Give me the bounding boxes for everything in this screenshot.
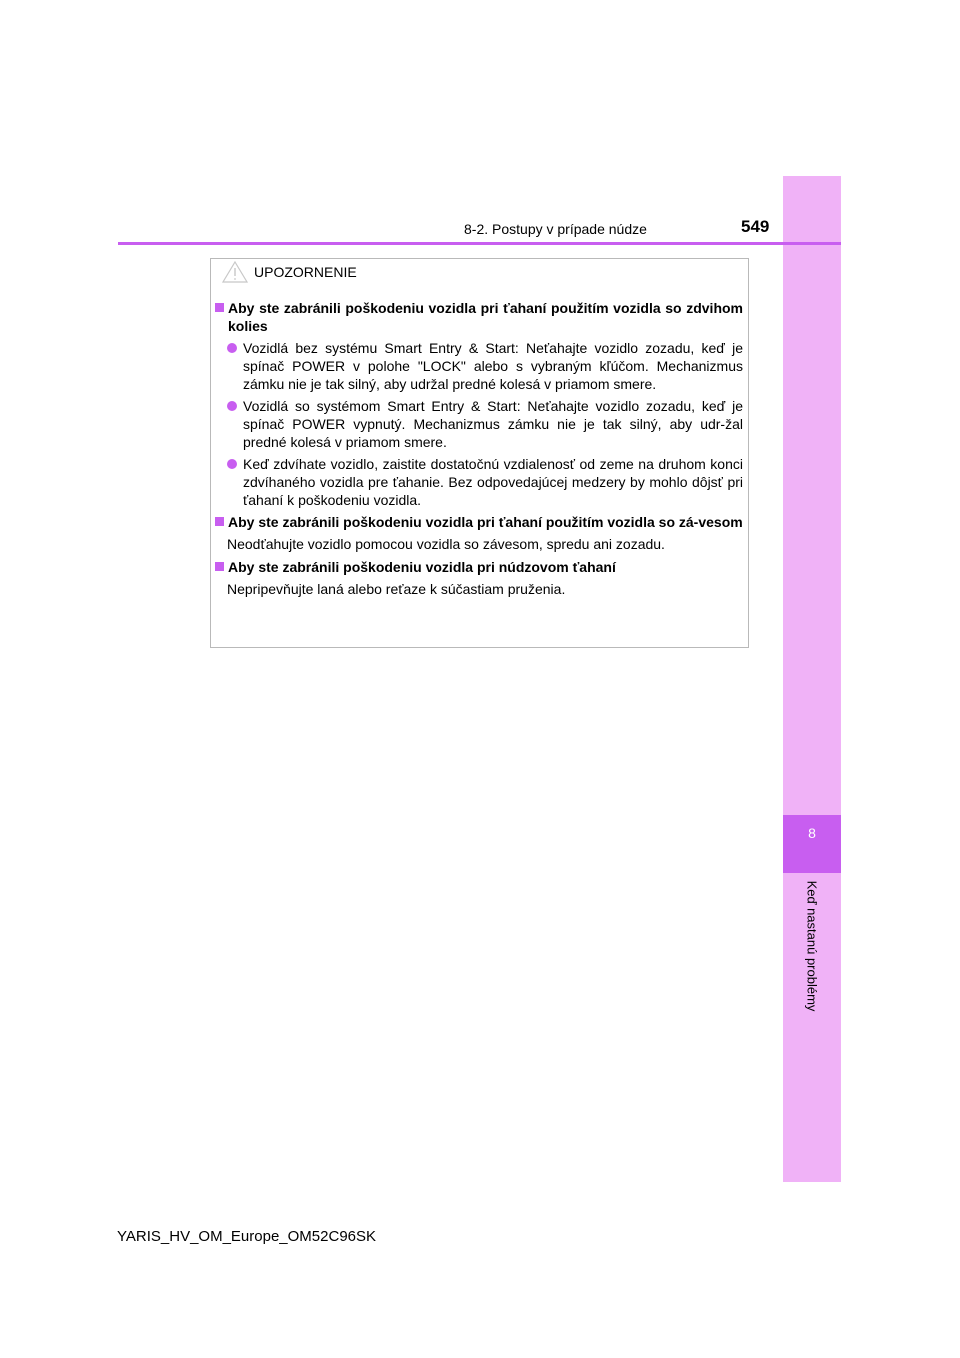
square-bullet-icon: [215, 517, 224, 526]
warning-heading: [215, 513, 743, 531]
warning-text: Aby ste zabránili poškodeniu vozidla pri núdzovom ťahaní: [228, 559, 616, 575]
warning-bullet: [215, 339, 743, 393]
warning-bullet: [215, 455, 743, 509]
warning-content: [215, 299, 743, 603]
warning-paragraph: [215, 580, 743, 598]
warning-header: [222, 258, 357, 286]
warning-paragraph: [215, 535, 743, 553]
circle-bullet-icon: [227, 401, 237, 411]
warning-text: Aby ste zabránili poškodeniu vozidla pri ťahaní použitím vozidla so zdvihom kolies: [228, 300, 743, 334]
square-bullet-icon: [215, 562, 224, 571]
warning-label: UPOZORNENIE: [254, 264, 357, 280]
section-title: 8-2. Postupy v prípade núdze: [464, 221, 647, 237]
warning-text: Keď zdvíhate vozidlo, zaistite dostatočnú vzdialenosť od zeme na druhom konci zdvíhaného vozidla pre ťahanie. Bez odpovedajúcej medzery by mohlo dôjsť pri ťahaní k poškodeniu vozidla.: [243, 456, 743, 508]
warning-text: Aby ste zabránili poškodeniu vozidla pri ťahaní použitím vozidla so zá-vesom: [228, 514, 743, 530]
warning-triangle-icon: [222, 261, 248, 283]
page-number: 549: [741, 217, 770, 236]
warning-bullet: [215, 397, 743, 451]
chapter-number-block: [783, 815, 841, 873]
warning-heading: [215, 299, 743, 335]
header-rule: [118, 242, 841, 245]
circle-bullet-icon: [227, 459, 237, 469]
chapter-side-tab: [783, 176, 841, 1182]
warning-heading: [215, 558, 743, 576]
warning-text: Vozidlá so systémom Smart Entry & Start: Neťahajte vozidlo zozadu, keď je spínač POWER vypnutý. Mechanizmus zámku nie je tak silný, aby udr-žal predné kolesá v priamom smere.: [243, 398, 743, 450]
chapter-title: Keď nastanú problémy: [804, 880, 820, 1012]
footer-code: YARIS_HV_OM_Europe_OM52C96SK: [117, 1228, 377, 1245]
warning-text: Nepripevňujte laná alebo reťaze k súčastiam pruženia.: [227, 581, 566, 597]
warning-text: Vozidlá bez systému Smart Entry & Start: Neťahajte vozidlo zozadu, keď je spínač POWER v polohe "LOCK" alebo s vybraným kľúčom. Mechanizmus zámku nie je tak silný, aby udržal predné kolesá v priamom smere.: [243, 340, 743, 392]
circle-bullet-icon: [227, 343, 237, 353]
chapter-number: 8: [808, 825, 816, 841]
square-bullet-icon: [215, 303, 224, 312]
warning-text: Neodťahujte vozidlo pomocou vozidla so závesom, spredu ani zozadu.: [227, 536, 665, 552]
